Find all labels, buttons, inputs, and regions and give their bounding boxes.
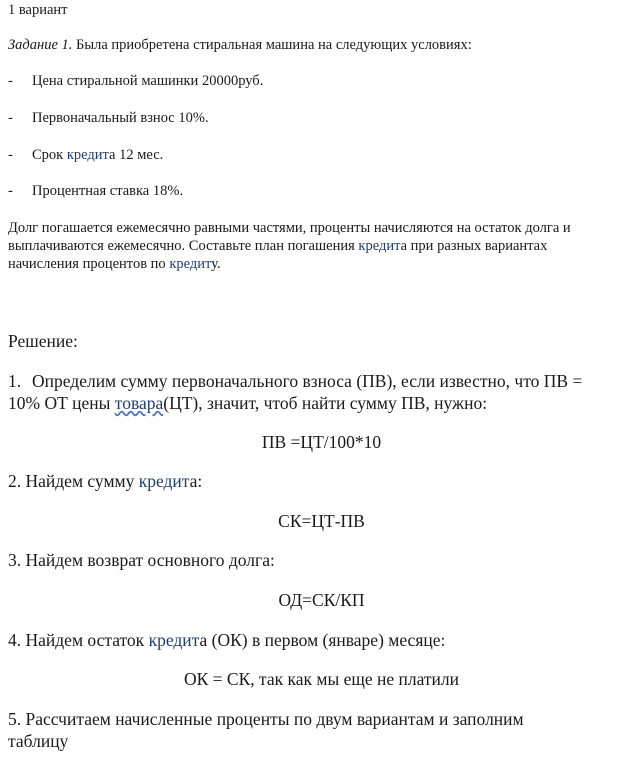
- step-number: 1.: [8, 371, 22, 391]
- formula: ОК = СК, так как мы еще не платили: [183, 669, 460, 689]
- credit-link[interactable]: кредит: [66, 147, 110, 163]
- step-2: [8, 470, 202, 492]
- task-text: Была приобретена стиральная машина на следующих условиях:: [72, 37, 472, 53]
- formula: ОД=СК/КП: [278, 590, 365, 610]
- bullet-dash: -: [8, 73, 13, 89]
- bullet-dash: -: [8, 183, 13, 199]
- credit-link[interactable]: кредит: [138, 471, 190, 491]
- credit-link[interactable]: кредит: [358, 238, 401, 254]
- step-text: (ЦТ), значит, чтоб найти сумму ПВ, нужно:: [163, 393, 488, 413]
- paragraph-text: выплачиваются ежемесячно. Составьте план погашения: [8, 238, 359, 254]
- formula: ПВ =ЦТ/100*10: [261, 432, 382, 452]
- condition-text: Цена стиральной машинки 20000руб.: [32, 73, 264, 89]
- step-text: 10% ОТ цены: [8, 393, 115, 413]
- step-text: а:: [189, 471, 203, 491]
- condition-text: Срок: [32, 147, 67, 163]
- condition-text: Первоначальный взнос 10%.: [32, 110, 209, 126]
- step-3: 3. Найдем возврат основного долга:: [8, 550, 275, 570]
- paragraph-text: а при разных вариантах: [400, 238, 548, 254]
- bullet-dash: -: [8, 110, 13, 126]
- step-text: 2. Найдем сумму: [8, 471, 139, 491]
- credit-link[interactable]: кредит: [169, 256, 212, 272]
- formula: СК=ЦТ-ПВ: [278, 511, 365, 531]
- step-4: [8, 629, 445, 651]
- condition-item: [8, 146, 163, 164]
- condition-text: а 12 мес.: [109, 147, 164, 163]
- paragraph-line: [8, 237, 547, 255]
- condition-text: Процентная ставка 18%.: [32, 183, 184, 199]
- condition-item: [8, 72, 263, 90]
- solution-heading: Решение:: [8, 331, 78, 351]
- condition-item: [8, 182, 183, 200]
- step-1-line-1: [8, 370, 582, 392]
- task-label: Задание 1.: [8, 37, 73, 53]
- task-statement: [8, 36, 472, 54]
- paragraph-line: Долг погашается ежемесячно равными частями, проценты начисляются на остаток долга и: [8, 220, 571, 236]
- step-1-line-2: [8, 392, 487, 414]
- step-5-line-2: таблицу: [8, 731, 69, 751]
- step-text: Определим сумму первоначального взноса (ПВ), если известно, что ПВ =: [32, 371, 583, 391]
- credit-link[interactable]: кредит: [148, 630, 200, 650]
- variant-label: 1 вариант: [8, 2, 68, 18]
- paragraph-line: [8, 255, 221, 273]
- step-text: 4. Найдем остаток: [8, 630, 149, 650]
- paragraph-text: начисления процентов по: [8, 256, 170, 272]
- paragraph-text: у.: [211, 256, 221, 272]
- product-link[interactable]: товара: [114, 393, 164, 413]
- step-text: а (ОК) в первом (январе) месяце:: [199, 630, 446, 650]
- bullet-dash: -: [8, 147, 13, 163]
- step-5-line-1: 5. Рассчитаем начисленные проценты по двум вариантам и заполним: [8, 709, 524, 729]
- condition-item: [8, 109, 209, 127]
